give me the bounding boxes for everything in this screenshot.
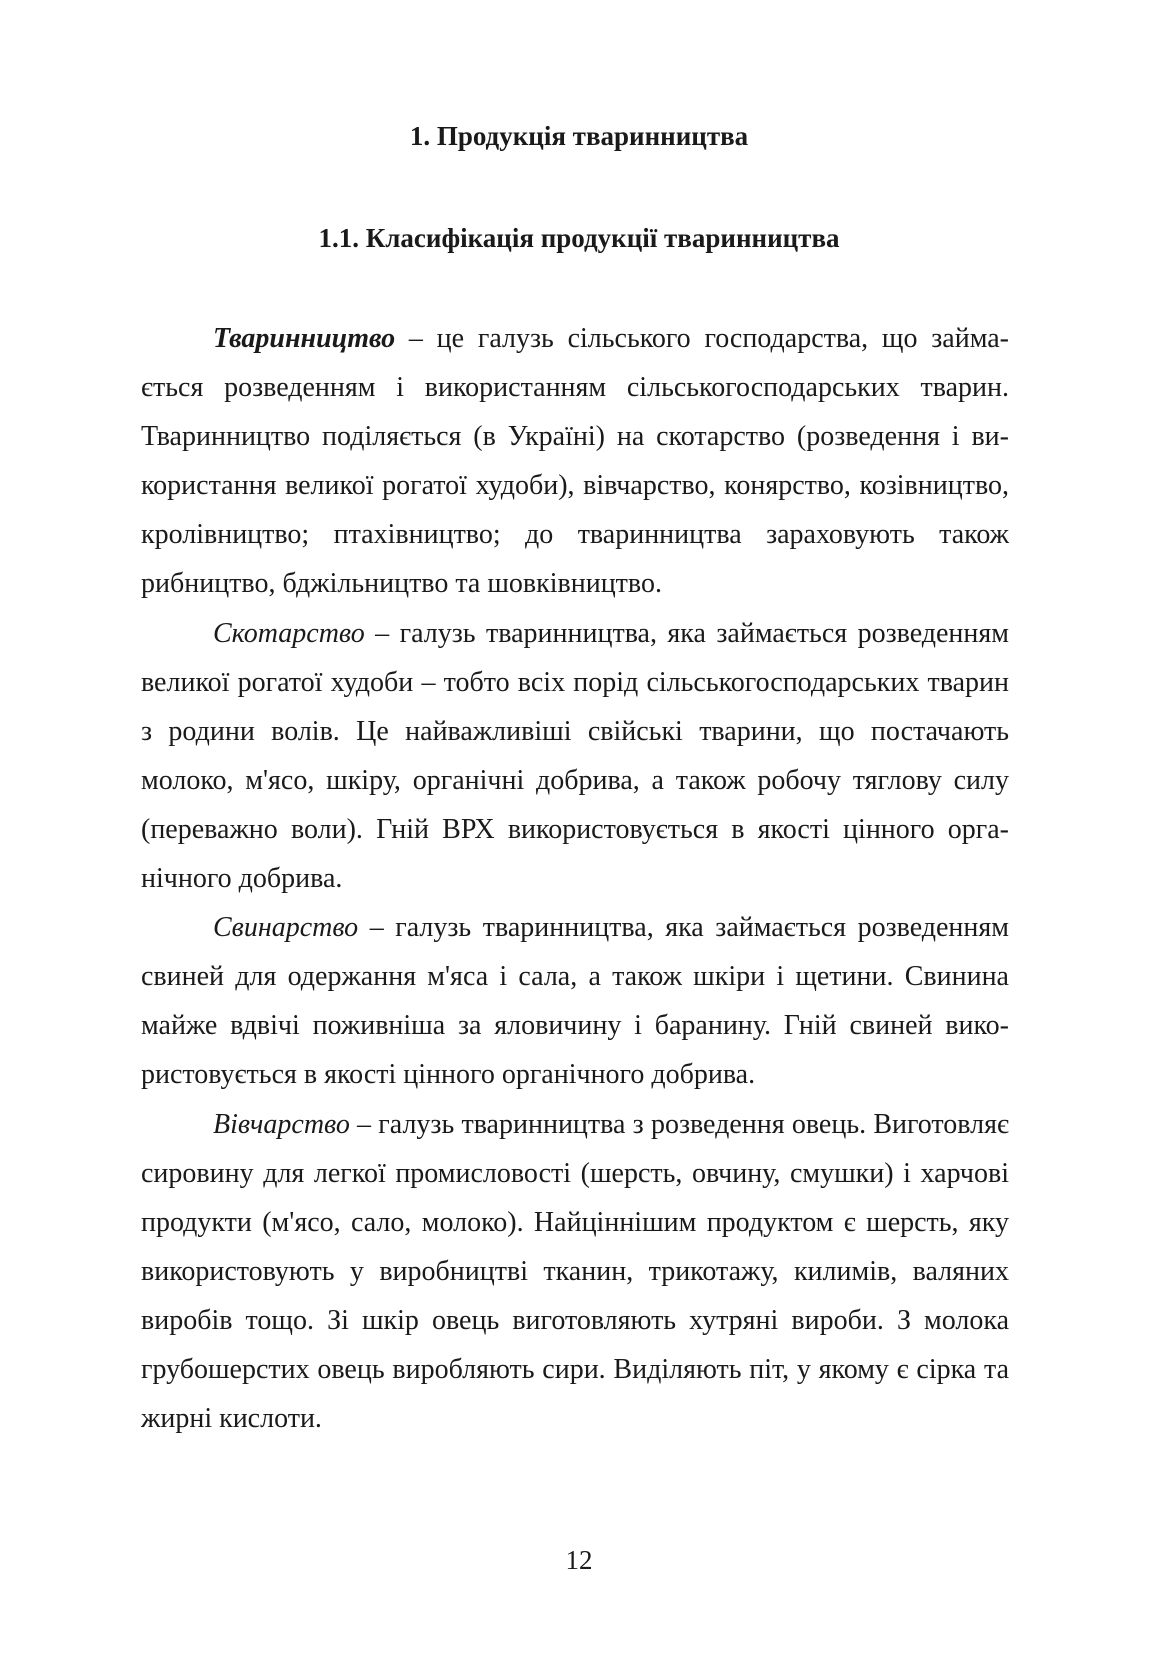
page-number: 12: [565, 1545, 593, 1575]
section-title: 1.1. Класифікація продукції тваринництва: [318, 223, 840, 253]
paragraph-skotarstvo: [141, 609, 1009, 904]
paragraph-text: – це галузь сільського господарства, що займається розведенням і використанням сільськогосподарських тварин. Тваринництво поділяється (в Україні) на скотарство (розведення і використання великої рогатої худоби), вівчарство, конярство, козівництво, кролівництво; птахівництво; до тваринництва зараховують також рибництво, бджільництво та шовківництво.: [141, 323, 1009, 600]
term-vivcharstvo: Вівчарство: [213, 1108, 350, 1140]
paragraph-tvarynnytstvo: [141, 314, 1009, 609]
term-svynarstvo: Свинарство: [213, 912, 359, 944]
chapter-title: 1. Продукція тваринництва: [409, 121, 749, 151]
term-tvarynnytstvo: Тваринництво: [213, 323, 396, 354]
term-skotarstvo: Скотарство: [213, 617, 365, 649]
paragraph-vivcharstvo: [141, 1100, 1009, 1444]
paragraph-text: – галузь тваринництва, яка займається розведенням великої рогатої худоби – тобто всіх порід сільськогосподарських тварин з родини волів. Це найважливіші свійські тварини, що постачають молоко, м'ясо, шкіру, органічні добрива, а також робочу тяглову силу (переважно воли). Гній ВРХ використовується в якості цінного органічного добрива.: [141, 617, 1009, 895]
paragraph-text: – галузь тваринництва з розведення овець. Виготовляє сировину для легкої промисловості (шерсть, овчину, смушки) і харчові продукти (м'ясо, сало, молоко). Найціннішим продуктом є шерсть, яку використовують у виробництві тканин, трикотажу, килимів, валяних виробів тощо. Зі шкір овець виготовляють хутряні вироби. З молока грубошерстих овець виробляють сири. Виділяють піт, у якому є сірка та жирні кислоти.: [141, 1108, 1009, 1435]
paragraph-svynarstvo: [141, 903, 1009, 1099]
body-text: [141, 314, 1009, 1443]
paragraph-text: – галузь тваринництва, яка займається розведенням свиней для одержання м'яса і сала, а також шкіри і щетини. Свинина майже вдвічі поживніша за яловичину і баранину. Гній свиней використовується в якості цінного органічного добрива.: [141, 912, 1009, 1091]
